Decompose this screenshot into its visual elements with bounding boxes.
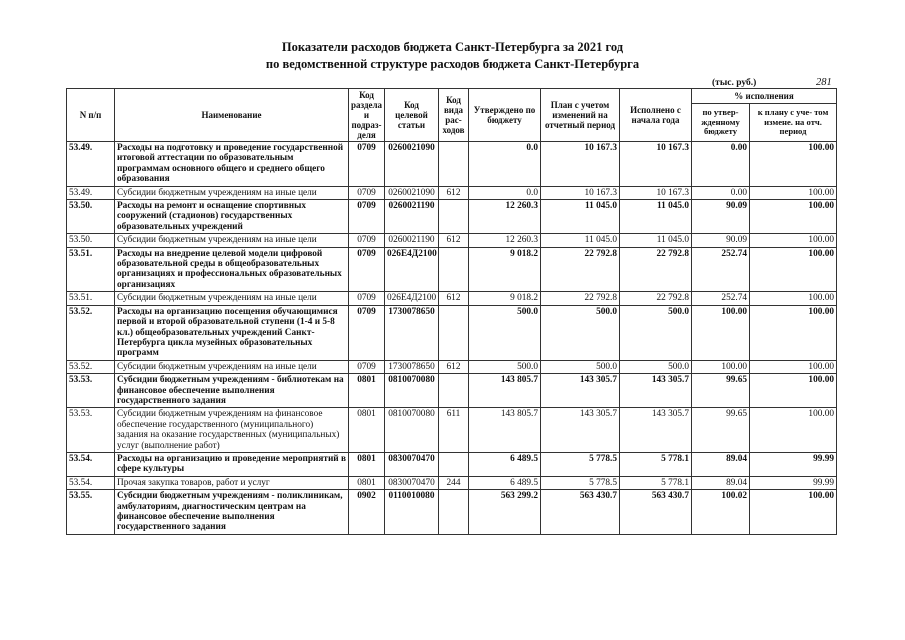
row-name: Субсидии бюджетным учреждениям на иные цели [115, 292, 349, 305]
row-executed: 500.0 [620, 360, 692, 373]
row-article-code: 0260021190 [385, 234, 439, 247]
row-pct-approved: 99.65 [692, 374, 750, 408]
table-row [67, 408, 837, 453]
row-name: Субсидии бюджетным учреждениям на финансовое обеспечение государственного (муниципального) задания на оказание государственных (муниципальных) услуг (выполнение работ) [115, 408, 349, 453]
row-article-code: 0830070470 [385, 476, 439, 489]
row-section-code: 0801 [349, 408, 385, 453]
row-article-code: 0260021090 [385, 142, 439, 187]
row-pct-approved: 100.00 [692, 360, 750, 373]
row-section-code: 0801 [349, 476, 385, 489]
row-num: 53.49. [67, 142, 115, 187]
row-name: Расходы на подготовку и проведение государственной итоговой аттестации по образовательным программам основного общего и среднего общего образования [115, 142, 349, 187]
table-row [67, 200, 837, 234]
row-num: 53.49. [67, 186, 115, 199]
row-num: 53.51. [67, 292, 115, 305]
row-executed: 10 167.3 [620, 142, 692, 187]
row-executed: 22 792.8 [620, 247, 692, 292]
row-article-code: 0260021090 [385, 186, 439, 199]
row-approved: 500.0 [469, 360, 541, 373]
row-name: Расходы на внедрение целевой модели цифровой образовательной среды в общеобразовательных организациях и профессиональных образовательных организациях [115, 247, 349, 292]
row-approved: 563 299.2 [469, 490, 541, 535]
row-approved: 12 260.3 [469, 200, 541, 234]
row-article-code: 1730078650 [385, 360, 439, 373]
row-pct-plan: 99.99 [750, 452, 837, 476]
row-plan: 5 778.5 [541, 476, 620, 489]
row-article-code: 026Е4Д2100 [385, 292, 439, 305]
row-approved: 500.0 [469, 305, 541, 360]
header-name: Наименование [115, 89, 349, 142]
row-pct-plan: 100.00 [750, 490, 837, 535]
row-plan: 500.0 [541, 360, 620, 373]
row-type-code [439, 490, 469, 535]
row-approved: 9 018.2 [469, 292, 541, 305]
row-pct-plan: 100.00 [750, 234, 837, 247]
row-type-code [439, 452, 469, 476]
row-executed: 500.0 [620, 305, 692, 360]
row-executed: 143 305.7 [620, 408, 692, 453]
row-article-code: 0260021190 [385, 200, 439, 234]
row-num: 53.52. [67, 360, 115, 373]
row-plan: 10 167.3 [541, 142, 620, 187]
table-row [67, 247, 837, 292]
row-pct-approved: 90.09 [692, 234, 750, 247]
row-plan: 11 045.0 [541, 234, 620, 247]
row-section-code: 0709 [349, 247, 385, 292]
row-num: 53.53. [67, 374, 115, 408]
row-type-code [439, 200, 469, 234]
header-type-code: Код вида рас- ходов [439, 89, 469, 142]
row-num: 53.52. [67, 305, 115, 360]
row-pct-plan: 100.00 [750, 360, 837, 373]
row-section-code: 0709 [349, 142, 385, 187]
row-plan: 5 778.5 [541, 452, 620, 476]
table-row [67, 374, 837, 408]
row-name: Расходы на ремонт и оснащение спортивных сооружений (стадионов) государственных образовательных учреждений [115, 200, 349, 234]
row-article-code: 1730078650 [385, 305, 439, 360]
row-type-code: 612 [439, 360, 469, 373]
row-approved: 143 805.7 [469, 374, 541, 408]
row-pct-approved: 252.74 [692, 247, 750, 292]
row-executed: 143 305.7 [620, 374, 692, 408]
header-pct-approved: по утвер- жденному бюджету [692, 104, 750, 142]
row-name: Расходы на организацию посещения обучающимися первой и второй образовательной ступени (1-4 и 5-8 кл.) общеобразовательных учреждений Санкт-Петербурга цикла музейных образовательных программ [115, 305, 349, 360]
table-row [67, 234, 837, 247]
row-plan: 563 430.7 [541, 490, 620, 535]
row-approved: 12 260.3 [469, 234, 541, 247]
row-pct-plan: 100.00 [750, 200, 837, 234]
row-approved: 143 805.7 [469, 408, 541, 453]
row-pct-approved: 89.04 [692, 476, 750, 489]
row-type-code: 612 [439, 292, 469, 305]
row-approved: 0.0 [469, 186, 541, 199]
row-pct-plan: 100.00 [750, 408, 837, 453]
row-section-code: 0902 [349, 490, 385, 535]
row-type-code: 611 [439, 408, 469, 453]
row-name: Субсидии бюджетным учреждениям на иные цели [115, 186, 349, 199]
row-section-code: 0801 [349, 452, 385, 476]
row-num: 53.50. [67, 200, 115, 234]
table-row [67, 186, 837, 199]
row-article-code: 0830070470 [385, 452, 439, 476]
row-pct-approved: 99.65 [692, 408, 750, 453]
report-title-line1: Показатели расходов бюджета Санкт-Петербурга за 2021 год [281, 40, 624, 54]
row-executed: 10 167.3 [620, 186, 692, 199]
row-article-code: 0110010080 [385, 490, 439, 535]
table-row [67, 476, 837, 489]
expenses-table [66, 88, 837, 535]
row-executed: 5 778.1 [620, 452, 692, 476]
row-section-code: 0709 [349, 186, 385, 199]
row-num: 53.55. [67, 490, 115, 535]
row-type-code [439, 247, 469, 292]
row-executed: 563 430.7 [620, 490, 692, 535]
row-pct-plan: 100.00 [750, 247, 837, 292]
row-pct-approved: 90.09 [692, 200, 750, 234]
table-row [67, 360, 837, 373]
row-article-code: 0810070080 [385, 374, 439, 408]
row-article-code: 0810070080 [385, 408, 439, 453]
row-num: 53.54. [67, 476, 115, 489]
header-approved: Утверждено по бюджету [469, 89, 541, 142]
row-type-code: 612 [439, 234, 469, 247]
row-plan: 10 167.3 [541, 186, 620, 199]
row-section-code: 0709 [349, 305, 385, 360]
row-pct-plan: 100.00 [750, 374, 837, 408]
row-name: Прочая закупка товаров, работ и услуг [115, 476, 349, 489]
header-num: N п/п [67, 89, 115, 142]
row-type-code: 612 [439, 186, 469, 199]
row-section-code: 0709 [349, 292, 385, 305]
row-pct-plan: 100.00 [750, 142, 837, 187]
header-pct-plan: к плану с уче- том измене. на отч. период [750, 104, 837, 142]
row-type-code [439, 374, 469, 408]
row-name: Расходы на организацию и проведение мероприятий в сфере культуры [115, 452, 349, 476]
row-plan: 11 045.0 [541, 200, 620, 234]
row-plan: 500.0 [541, 305, 620, 360]
page-number: 281 [816, 77, 832, 88]
row-section-code: 0709 [349, 234, 385, 247]
row-type-code: 244 [439, 476, 469, 489]
row-section-code: 0801 [349, 374, 385, 408]
header-section-code: Код раздела и подраз- деля [349, 89, 385, 142]
row-num: 53.51. [67, 247, 115, 292]
row-pct-plan: 100.00 [750, 305, 837, 360]
row-pct-plan: 99.99 [750, 476, 837, 489]
row-type-code [439, 305, 469, 360]
table-row [67, 452, 837, 476]
header-plan: План с учетом изменений на отчетный период [541, 89, 620, 142]
row-executed: 11 045.0 [620, 200, 692, 234]
row-num: 53.54. [67, 452, 115, 476]
row-approved: 6 489.5 [469, 452, 541, 476]
row-pct-plan: 100.00 [750, 186, 837, 199]
table-row [67, 490, 837, 535]
row-approved: 9 018.2 [469, 247, 541, 292]
row-pct-plan: 100.00 [750, 292, 837, 305]
table-row [67, 142, 837, 187]
row-name: Субсидии бюджетным учреждениям на иные цели [115, 234, 349, 247]
row-plan: 143 305.7 [541, 408, 620, 453]
row-section-code: 0709 [349, 360, 385, 373]
report-title-line2: по ведомственной структуре расходов бюджета Санкт-Петербурга [265, 57, 640, 71]
row-pct-approved: 252.74 [692, 292, 750, 305]
row-pct-approved: 0.00 [692, 142, 750, 187]
table-row [67, 305, 837, 360]
row-num: 53.53. [67, 408, 115, 453]
row-type-code [439, 142, 469, 187]
row-name: Субсидии бюджетным учреждениям - поликлиникам, амбулаториям, диагностическим центрам на финансовое обеспечение выполнения государственного задания [115, 490, 349, 535]
header-pct-group: % исполнения [692, 89, 837, 104]
row-pct-approved: 89.04 [692, 452, 750, 476]
table-row [67, 292, 837, 305]
row-plan: 22 792.8 [541, 292, 620, 305]
header-executed: Исполнено с начала года [620, 89, 692, 142]
row-pct-approved: 0.00 [692, 186, 750, 199]
row-pct-approved: 100.02 [692, 490, 750, 535]
row-num: 53.50. [67, 234, 115, 247]
row-article-code: 026Е4Д2100 [385, 247, 439, 292]
row-approved: 6 489.5 [469, 476, 541, 489]
row-approved: 0.0 [469, 142, 541, 187]
row-name: Субсидии бюджетным учреждениям на иные цели [115, 360, 349, 373]
row-executed: 5 778.1 [620, 476, 692, 489]
units-label: (тыс. руб.) [712, 78, 757, 88]
row-section-code: 0709 [349, 200, 385, 234]
row-executed: 11 045.0 [620, 234, 692, 247]
row-plan: 22 792.8 [541, 247, 620, 292]
header-article-code: Код целевой статьи [385, 89, 439, 142]
row-pct-approved: 100.00 [692, 305, 750, 360]
row-name: Субсидии бюджетным учреждениям - библиотекам на финансовое обеспечение выполнения государственного задания [115, 374, 349, 408]
row-plan: 143 305.7 [541, 374, 620, 408]
row-executed: 22 792.8 [620, 292, 692, 305]
